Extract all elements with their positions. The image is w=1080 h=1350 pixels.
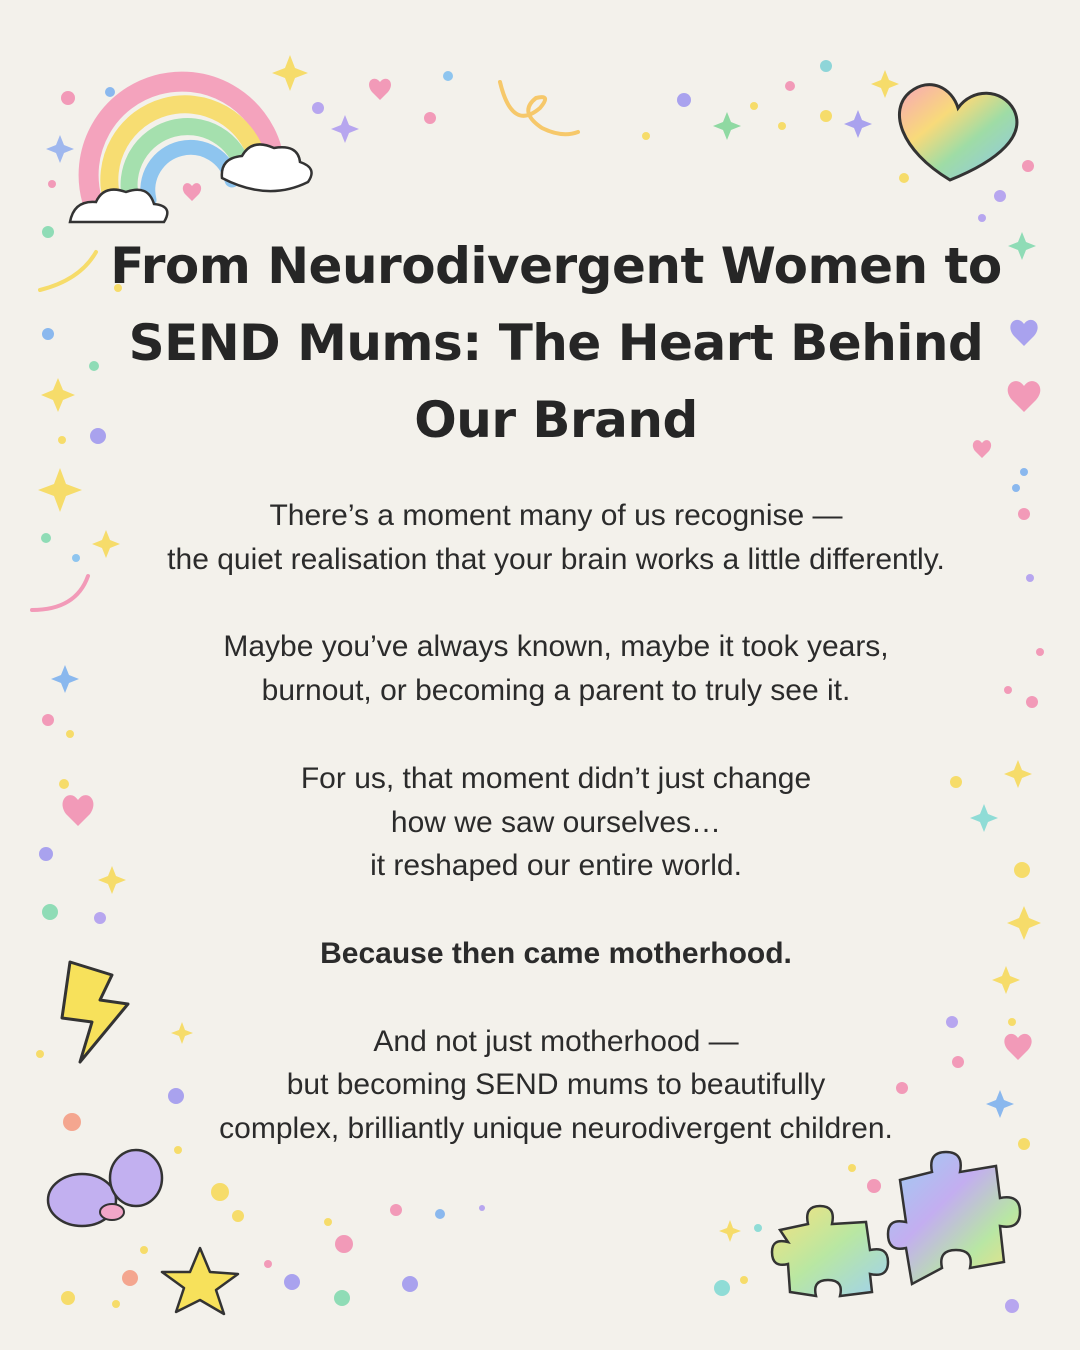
title-line-1: From Neurodivergent Women to (110, 237, 1002, 295)
paragraph-4-line-1: Because then came motherhood. (320, 936, 792, 970)
body-text (90, 494, 1022, 1151)
paragraph-5-line-1: And not just motherhood — (373, 1024, 739, 1058)
paragraph-5-line-2: but becoming SEND mums to beautifully (286, 1068, 826, 1102)
puzzle-piece-icon (772, 1152, 1020, 1296)
rainbow-heart-icon (899, 85, 1016, 180)
paragraph-1-line-1: There’s a moment many of us recognise — (269, 499, 843, 532)
paragraph-3-line-3: it reshaped our entire world. (370, 849, 742, 883)
paragraph-3-line-1: For us, that moment didn’t just change (300, 761, 812, 795)
paragraph-1 (90, 494, 1022, 582)
paragraph-2-line-1: Maybe you’ve always known, maybe it took years, (223, 630, 889, 664)
paragraph-4-emphasis (90, 932, 1022, 976)
paragraph-2-line-2: burnout, or becoming a parent to truly see it. (261, 674, 851, 708)
title-line-2: SEND Mums: The Heart Behind (128, 314, 984, 372)
paragraph-5-line-3: complex, brilliantly unique neurodivergent children. (219, 1112, 893, 1146)
paragraph-2 (90, 625, 1022, 713)
paragraph-3 (90, 757, 1022, 888)
butterfly-icon (48, 1150, 162, 1226)
title-line-3: Our Brand (414, 391, 698, 449)
page-title (90, 228, 1022, 459)
star-icon (162, 1248, 238, 1314)
paragraph-3-line-2: how we saw ourselves… (390, 805, 722, 839)
paragraph-5 (90, 1020, 1022, 1151)
paragraph-1-line-2: the quiet realisation that your brain works a little differently. (167, 542, 945, 576)
rainbow-icon (70, 82, 312, 222)
